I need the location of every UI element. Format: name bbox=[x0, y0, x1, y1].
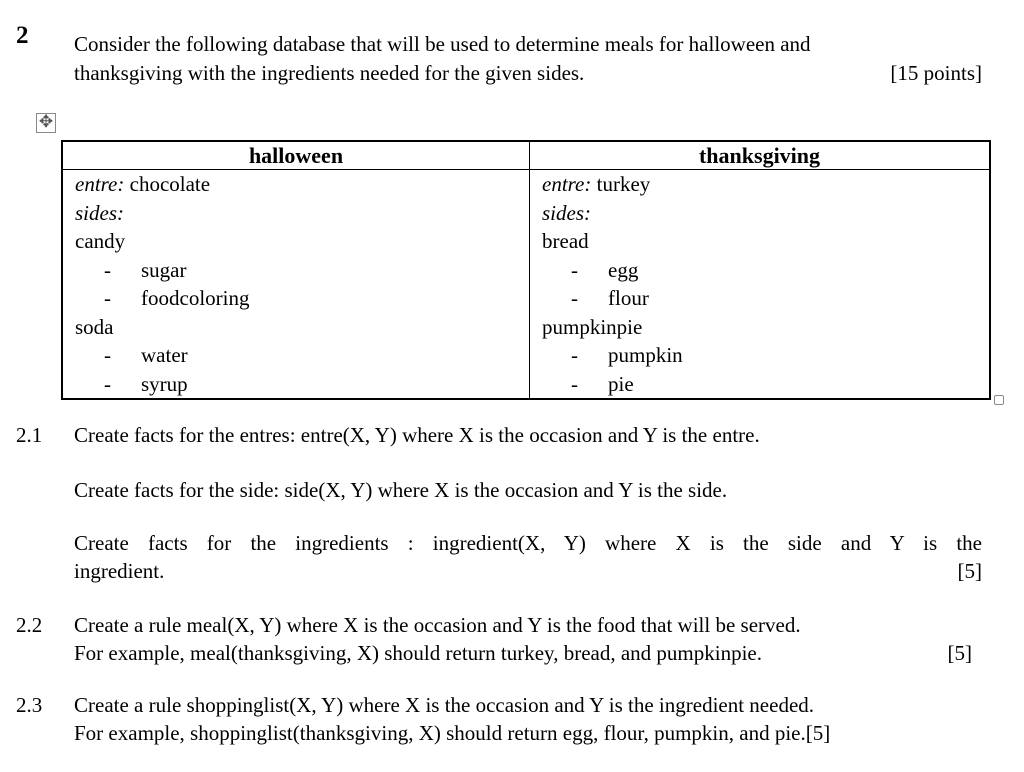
ingredient-name: egg bbox=[608, 257, 639, 282]
item-number: 2.1 bbox=[16, 423, 43, 447]
question-points: [15 points] bbox=[890, 61, 982, 85]
item-2-2-line-1: Create a rule meal(X, Y) where X is the occasion and Y is the food that will be served. bbox=[74, 613, 801, 637]
halloween-cell bbox=[62, 170, 530, 400]
question-number: 2 bbox=[16, 22, 29, 49]
entre-line bbox=[542, 170, 989, 199]
item-2-3-line-1: Create a rule shoppinglist(X, Y) where X is the occasion and Y is the ingredient needed. bbox=[74, 693, 815, 717]
table-move-handle-icon[interactable]: ✥ bbox=[36, 113, 56, 133]
item-2-1-line-3b-text: ingredient. bbox=[74, 559, 165, 583]
ingredient-name: syrup bbox=[141, 371, 188, 396]
entre-value: chocolate bbox=[129, 172, 211, 196]
sides-label: sides: bbox=[542, 200, 591, 225]
column-header-thanksgiving: thanksgiving bbox=[530, 141, 991, 170]
ingredient-name: sugar bbox=[141, 257, 187, 282]
ingredient-name: water bbox=[141, 343, 188, 367]
intro-line-1: Consider the following database that will be used to determine meals for halloween and bbox=[74, 32, 811, 56]
item-2-1-line-3a: Create facts for the ingredients : ingredient(X, Y) where X is the side and Y is the bbox=[74, 531, 982, 555]
item-2-2-line-2-text: For example, meal(thanksgiving, X) should return turkey, bread, and pumpkinpie. bbox=[74, 641, 762, 665]
column-header-halloween: halloween bbox=[62, 141, 530, 170]
entre-value: turkey bbox=[596, 172, 651, 196]
dash: - bbox=[571, 343, 578, 367]
ingredient-item bbox=[75, 370, 529, 399]
ingredient-item bbox=[542, 341, 989, 370]
dash: - bbox=[104, 343, 111, 367]
ingredient-name: pie bbox=[608, 371, 634, 396]
item-2-2 bbox=[16, 611, 986, 671]
item-number: 2.2 bbox=[16, 613, 43, 637]
ingredient-item bbox=[75, 284, 529, 313]
item-2-3 bbox=[16, 691, 986, 751]
entre-line bbox=[75, 170, 529, 199]
dash: - bbox=[104, 371, 111, 396]
table-resize-handle[interactable] bbox=[994, 395, 1004, 405]
dash: - bbox=[571, 257, 578, 282]
item-2-1 bbox=[16, 421, 986, 591]
dash: - bbox=[571, 371, 578, 396]
side-name: soda bbox=[75, 314, 114, 339]
item-2-1-line-2: Create facts for the side: side(X, Y) where X is the occasion and Y is the side. bbox=[74, 478, 728, 502]
ingredient-item bbox=[75, 341, 529, 370]
ingredient-item bbox=[75, 256, 529, 285]
database-table bbox=[61, 140, 991, 400]
dash: - bbox=[104, 257, 111, 282]
question-intro bbox=[74, 30, 982, 88]
ingredient-item bbox=[542, 256, 989, 285]
sides-label: sides: bbox=[75, 200, 124, 225]
item-2-2-points: [5] bbox=[947, 641, 972, 665]
side-name: bread bbox=[542, 229, 589, 253]
entre-label: entre: bbox=[75, 172, 125, 196]
ingredient-name: pumpkin bbox=[608, 343, 683, 367]
item-2-3-line-2: For example, shoppinglist(thanksgiving, X) should return egg, flour, pumpkin, and pie.[5] bbox=[74, 721, 831, 745]
item-2-1-line-3b bbox=[74, 557, 982, 585]
intro-line-2-text: thanksgiving with the ingredients needed for the given sides. bbox=[74, 61, 585, 85]
dash: - bbox=[571, 286, 578, 310]
ingredient-name: foodcoloring bbox=[141, 286, 250, 310]
item-number: 2.3 bbox=[16, 693, 43, 717]
intro-line-2 bbox=[74, 59, 982, 88]
ingredient-item bbox=[542, 370, 989, 399]
thanksgiving-cell bbox=[530, 170, 991, 400]
side-name: pumpkinpie bbox=[542, 314, 643, 339]
item-2-1-line-1: Create facts for the entres: entre(X, Y) where X is the occasion and Y is the entre. bbox=[74, 423, 760, 447]
ingredient-item bbox=[542, 284, 989, 313]
item-2-1-points: [5] bbox=[957, 559, 982, 583]
dash: - bbox=[104, 286, 111, 310]
side-name: candy bbox=[75, 229, 126, 253]
ingredient-name: flour bbox=[608, 286, 649, 310]
item-2-2-line-2 bbox=[74, 639, 972, 667]
entre-label: entre: bbox=[542, 172, 592, 196]
